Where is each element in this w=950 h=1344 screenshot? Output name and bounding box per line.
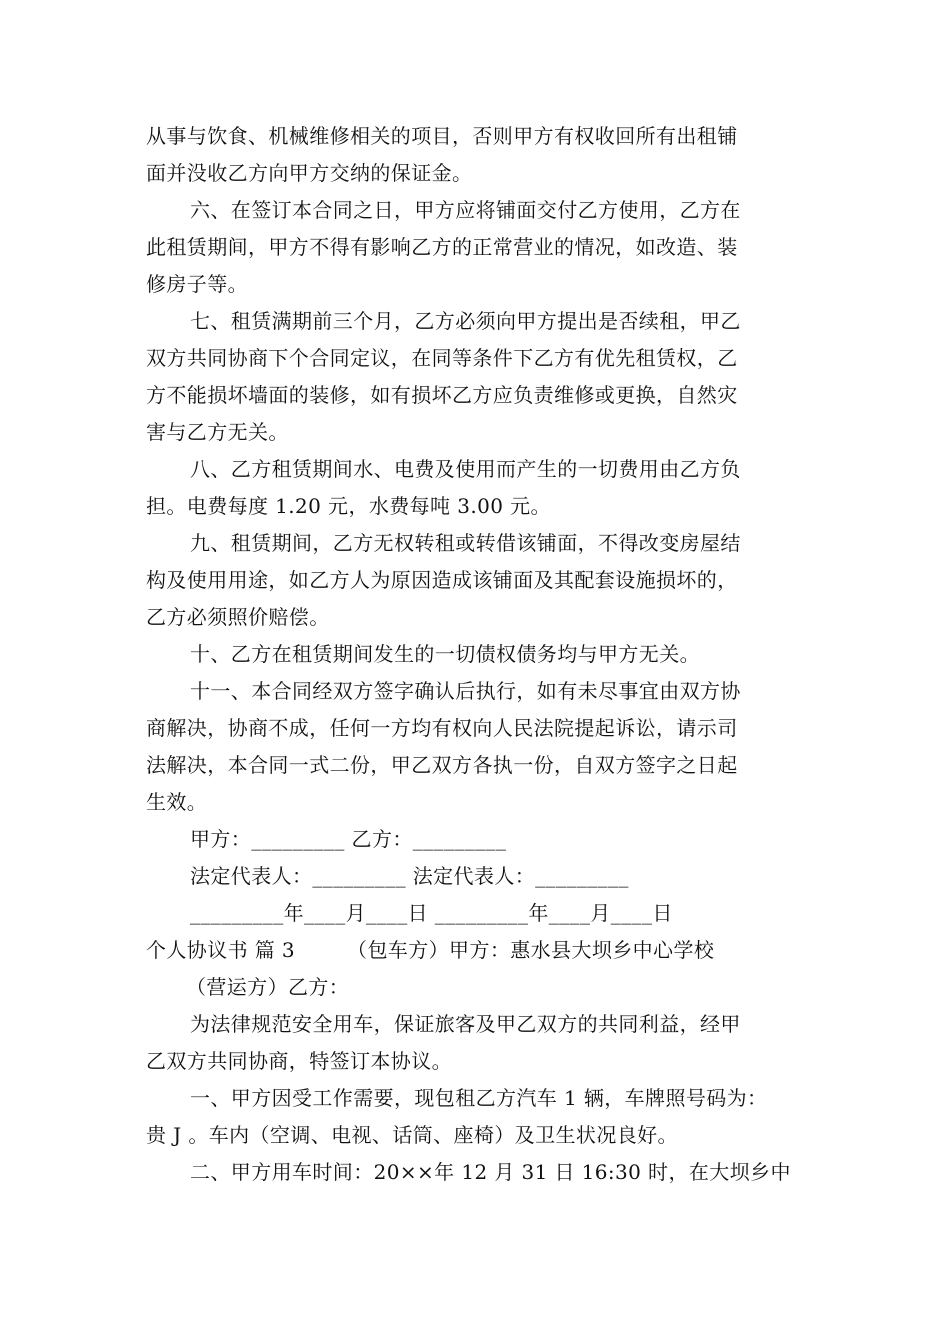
text-line: 乙双方共同协商，特签订本协议。 xyxy=(146,1049,452,1073)
section-heading: 个人协议书 篇 3 xyxy=(146,938,296,962)
text-line: 生效。 xyxy=(146,790,208,814)
text-line: 面并没收乙方向甲方交纳的保证金。 xyxy=(146,161,473,185)
text-line: 为法律规范安全用车，保证旅客及甲乙双方的共同利益，经甲 xyxy=(190,1012,741,1036)
text-line: 二、甲方用车时间：20××年 12 月 31 日 16:30 时，在大坝乡中 xyxy=(190,1160,791,1184)
text-line: 十一、本合同经双方签字确认后执行，如有未尽事宜由双方协 xyxy=(190,679,741,703)
text-line: 害与乙方无关。 xyxy=(146,420,289,444)
section-heading-line xyxy=(146,937,714,963)
signature-line-representatives: 法定代表人：_________ 法定代表人：_________ xyxy=(190,864,629,888)
text-line: 从事与饮食、机械维修相关的项目，否则甲方有权收回所有出租铺 xyxy=(146,124,738,148)
party-a-label: （包车方）甲方：惠水县大坝乡中心学校 xyxy=(347,938,715,962)
text-line: 七、租赁满期前三个月，乙方必须向甲方提出是否续租，甲乙 xyxy=(190,309,741,333)
text-line: 一、甲方因受工作需要，现包租乙方汽车 1 辆，车牌照号码为： xyxy=(190,1086,768,1110)
text-line: 方不能损坏墙面的装修，如有损坏乙方应负责维修或更换，自然灾 xyxy=(146,383,738,407)
text-line: 十、乙方在租赁期间发生的一切债权债务均与甲方无关。 xyxy=(190,642,700,666)
text-line: 修房子等。 xyxy=(146,272,248,296)
text-line: 担。电费每度 1.20 元，水费每吨 3.00 元。 xyxy=(146,494,551,518)
party-b-label: （营运方）乙方： xyxy=(186,975,350,999)
text-line: 构及使用用途，如乙方人为原因造成该铺面及其配套设施损坏的， xyxy=(146,568,738,592)
text-line: 八、乙方租赁期间水、电费及使用而产生的一切费用由乙方负 xyxy=(190,457,741,481)
signature-line-dates: _________年____月____日 _________年____月____日 xyxy=(190,901,673,925)
signature-line-parties: 甲方：_________ 乙方：_________ xyxy=(190,827,507,851)
text-line: 双方共同协商下个合同定议，在同等条件下乙方有优先租赁权，乙 xyxy=(146,346,738,370)
text-line: 法解决，本合同一式二份，甲乙双方各执一份，自双方签字之日起 xyxy=(146,753,738,777)
text-line: 商解决，协商不成，任何一方均有权向人民法院提起诉讼，请示司 xyxy=(146,716,738,740)
text-line: 九、租赁期间，乙方无权转租或转借该铺面，不得改变房屋结 xyxy=(190,531,741,555)
text-line: 乙方必须照价赔偿。 xyxy=(146,605,330,629)
text-line: 六、在签订本合同之日，甲方应将铺面交付乙方使用，乙方在 xyxy=(190,198,741,222)
text-line: 贵 J 。车内（空调、电视、话筒、座椅）及卫生状况良好。 xyxy=(146,1123,678,1147)
text-line: 此租赁期间，甲方不得有影响乙方的正常营业的情况，如改造、装 xyxy=(146,235,738,259)
